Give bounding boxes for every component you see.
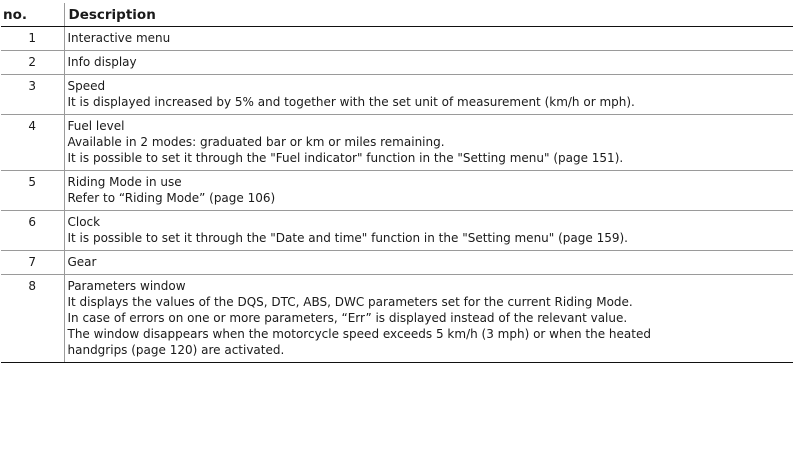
row-detail-line: It is possible to set it through the "Fuel indicator" function in the "Setting menu" (page 151). [67,151,624,165]
description-table [1,3,793,363]
row-description [64,211,793,251]
row-description [64,51,793,75]
row-number: 1 [1,27,64,51]
row-title: Fuel level [67,119,125,133]
row-description [64,251,793,275]
row-description [64,275,793,363]
row-title: Gear [67,255,97,269]
table-row [1,251,793,275]
row-number: 4 [1,115,64,171]
row-number: 6 [1,211,64,251]
column-header-description: Description [64,3,793,27]
row-title: Info display [67,55,137,69]
table-row [1,275,793,363]
row-detail-line: In case of errors on one or more parameters, “Err” is displayed instead of the relevant value. [67,311,628,325]
row-detail-line: handgrips (page 120) are activated. [67,343,285,357]
row-number: 5 [1,171,64,211]
row-title: Interactive menu [67,31,171,45]
table-row [1,115,793,171]
row-description [64,115,793,171]
row-detail-line: The window disappears when the motorcycle speed exceeds 5 km/h (3 mph) or when the heated [67,327,651,341]
table-body [1,27,793,363]
row-detail-line: It is displayed increased by 5% and together with the set unit of measurement (km/h or mph). [67,95,635,109]
row-title: Clock [67,215,101,229]
row-number: 8 [1,275,64,363]
header-row [1,3,793,27]
row-description [64,75,793,115]
table-row [1,75,793,115]
row-number: 2 [1,51,64,75]
table-row [1,51,793,75]
table-row [1,171,793,211]
row-title: Parameters window [67,279,186,293]
row-description [64,171,793,211]
row-title: Speed [67,79,106,93]
row-detail-line: It displays the values of the DQS, DTC, ABS, DWC parameters set for the current Riding Mode. [67,295,633,309]
table-row [1,211,793,251]
column-header-no: no. [1,3,64,27]
row-number: 7 [1,251,64,275]
table-row [1,27,793,51]
table-header [1,3,793,27]
row-detail-line: Available in 2 modes: graduated bar or km or miles remaining. [67,135,445,149]
row-detail-line: Refer to “Riding Mode” (page 106) [67,191,276,205]
row-title: Riding Mode in use [67,175,182,189]
row-number: 3 [1,75,64,115]
row-description [64,27,793,51]
row-detail-line: It is possible to set it through the "Date and time" function in the "Setting menu" (page 159). [67,231,628,245]
